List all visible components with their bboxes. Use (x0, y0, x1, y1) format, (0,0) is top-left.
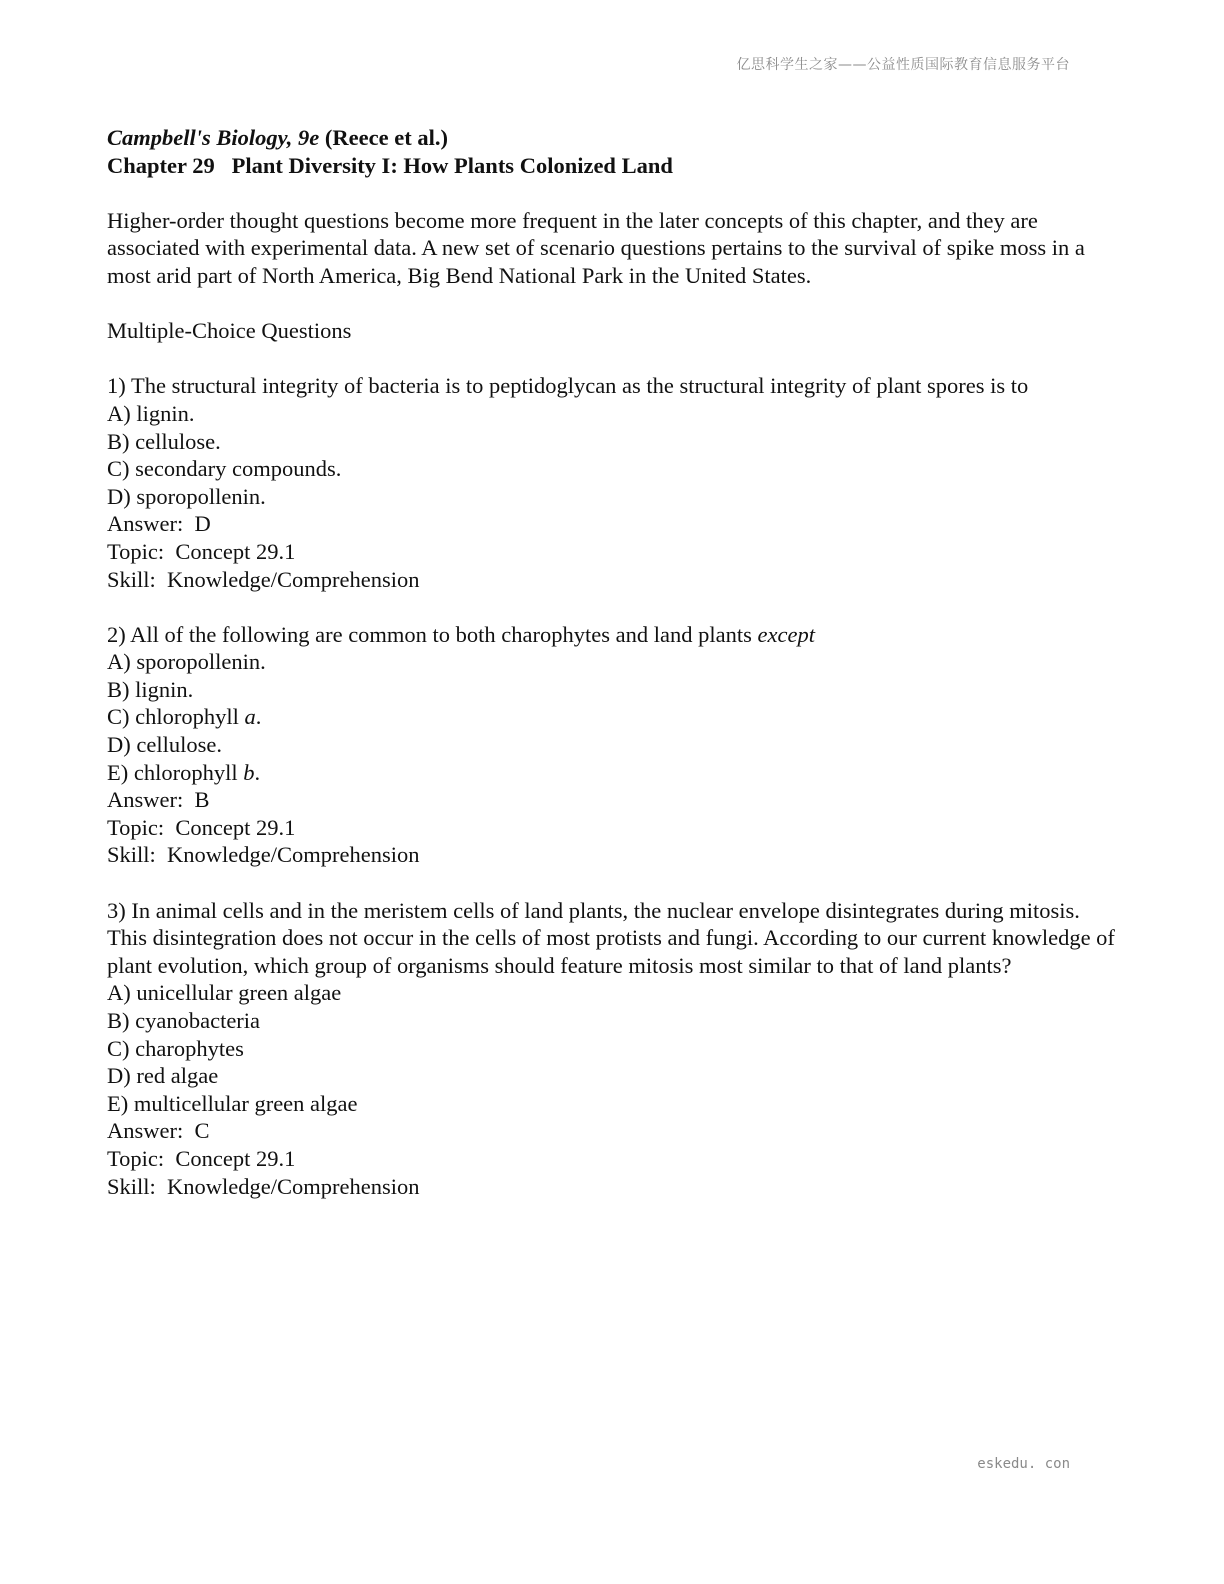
option-a: A) unicellular green algae (107, 980, 342, 1006)
option-text: D) cellulose. (107, 732, 222, 758)
option-b: B) cyanobacteria (107, 1008, 261, 1033)
option-a: A) lignin. (107, 400, 195, 426)
question-stem: 1) The structural integrity of bacteria is to peptidoglycan as the structural integrity of plant spores is to (107, 373, 1029, 399)
question-1 (107, 372, 1117, 593)
option-suffix: . (255, 704, 262, 730)
option-italic: a (244, 704, 256, 730)
chapter-title: Chapter 29 Plant Diversity I: How Plants Colonized Land (107, 152, 673, 178)
option-suffix: . (254, 759, 261, 785)
option-c: C) secondary compounds. (107, 456, 342, 482)
option-a (107, 648, 1117, 676)
skill-line: Skill: Knowledge/Comprehension (107, 842, 420, 868)
option-b: B) cellulose. (107, 428, 221, 454)
option-e: E) multicellular green algae (107, 1090, 358, 1116)
stem-text: 2) All of the following are common to both charophytes and land plants (107, 621, 758, 647)
option-b (107, 676, 1117, 704)
stem-emphasis: except (757, 621, 815, 647)
answer-line: Answer: C (107, 1118, 210, 1144)
topic-line: Topic: Concept 29.1 (107, 814, 296, 840)
option-d: D) red algae (107, 1063, 219, 1089)
option-text: E) chlorophyll (107, 759, 244, 785)
document-body (107, 124, 1117, 1200)
option-italic: b (243, 759, 255, 785)
intro-paragraph: Higher-order thought questions become more frequent in the later concepts of this chapter, and they are associated with experimental data. A new set of scenario questions pertains to the survival of spike moss in a most arid part of North America, Big Bend National Park in the United States. (107, 207, 1085, 288)
option-e (107, 759, 1117, 787)
topic-line: Topic: Concept 29.1 (107, 538, 296, 564)
skill-line: Skill: Knowledge/Comprehension (107, 566, 420, 592)
option-c: C) charophytes (107, 1035, 244, 1061)
section-heading: Multiple-Choice Questions (107, 318, 352, 344)
option-d: D) sporopollenin. (107, 483, 266, 509)
question-stem: 3) In animal cells and in the meristem cells of land plants, the nuclear envelope disintegrates during mitosis. This disintegration does not occur in the cells of most protists and fungi. According to our current knowledge of plant evolution, which group of organisms should feature mitosis most similar to that of land plants? (107, 897, 1115, 978)
book-title (107, 124, 1117, 152)
footer-site: eskedu. con (977, 1456, 1070, 1472)
option-text: A) sporopollenin. (107, 649, 266, 675)
answer-line: Answer: D (107, 511, 211, 537)
book-authors: (Reece et al.) (319, 125, 448, 150)
option-text: B) lignin. (107, 676, 194, 702)
option-c (107, 703, 1117, 731)
topic-line: Topic: Concept 29.1 (107, 1145, 296, 1171)
answer-line: Answer: B (107, 787, 210, 813)
book-name: Campbell's Biology, 9e (107, 125, 320, 150)
option-text: C) chlorophyll (107, 704, 245, 730)
header-watermark: 亿思科学生之家——公益性质国际教育信息服务平台 (736, 57, 1070, 73)
option-d (107, 731, 1117, 759)
question-2 (107, 621, 1117, 869)
question-3 (107, 897, 1117, 1201)
question-stem (107, 621, 1117, 649)
skill-line: Skill: Knowledge/Comprehension (107, 1173, 420, 1199)
